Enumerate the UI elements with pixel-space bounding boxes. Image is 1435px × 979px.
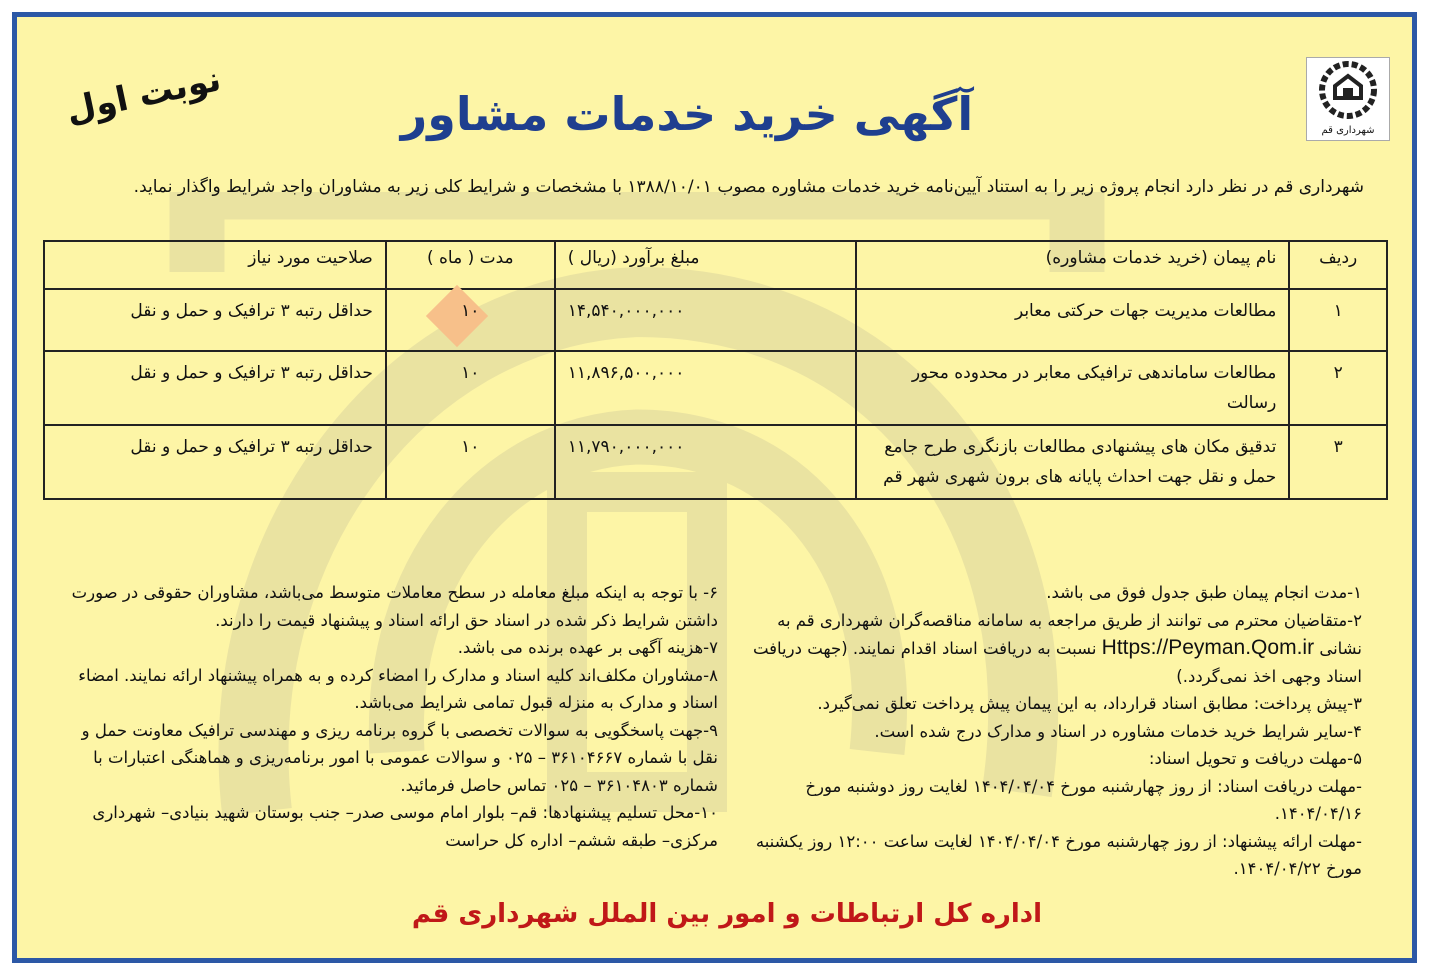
contracts-table [43,240,1388,500]
note-6: ۶- با توجه به اینکه مبلغ معامله در سطح معاملات متوسط می‌باشد، مشاوران حقوقی در صورت داشتن شرایط ذکر شده در اسناد حق ارائه اسناد و پیشنهاد قیمت را دارند. [71,583,718,630]
cell-qualification: حداقل رتبه ۳ ترافیک و حمل و نقل [44,289,386,351]
footer-department: اداره کل ارتباطات و امور بین الملل شهرداری قم [411,899,1043,929]
cell-duration-value: ۱۰ [461,301,480,321]
tender-portal-link[interactable]: Https://Peyman.Qom.ir [1101,636,1315,659]
cell-row-number: ۳ [1289,425,1387,499]
municipality-logo [1306,57,1390,141]
cell-qualification: حداقل رتبه ۳ ترافیک و حمل و نقل [44,351,386,425]
note-4: ۴-سایر شرایط خرید خدمات مشاوره در اسناد و مدارک درج شده است. [874,721,1362,741]
note-5-document-deadline: -مهلت دریافت اسناد: از روز چهارشنبه مورخ ۱۴۰۴/۰۴/۰۴ لغایت روز دوشنبه مورخ ۱۴۰۴/۰۴/۱۶. [805,776,1362,823]
note-1: ۱-مدت انجام پیمان طبق جدول فوق می باشد. [1046,583,1362,602]
cell-contract-name: تدقیق مکان های پیشنهادی مطالعات بازنگری طرح جامع حمل و نقل جهت احداث پایانه های برون شهری شهر قم [856,425,1289,499]
logo-emblem-icon [1307,58,1389,120]
cell-amount: ۱۱,۷۹۰,۰۰۰,۰۰۰ [555,425,856,499]
note-8: ۸-مشاوران مکلف‌اند کلیه اسناد و مدارک را امضاء کرده و به همراه پیشنهاد ارائه نمایند. امضاء اسناد و مدارک به منزله قبول تمامی شرایط می‌باشد. [78,665,718,712]
logo-caption: شهرداری قم [1321,125,1375,136]
header-amount: مبلغ برآورد (ریال ) [555,241,856,289]
note-2-text-b: نسبت به دریافت اسناد اقدام نمایند. (جهت دریافت اسناد وجهی اخذ نمی‌گردد.) [752,639,1362,686]
note-10: ۱۰-محل تسلیم پیشنهادها: قم– بلوار امام موسی صدر– جنب بوستان شهید بنیادی– شهرداری مرکزی– طبقه ششم– اداره کل حراست [92,803,718,850]
cell-contract-name: مطالعات مدیریت جهات حرکتی معابر [856,289,1289,351]
table-row [44,351,1387,425]
cell-row-number: ۲ [1289,351,1387,425]
note-3: ۳-پیش پرداخت: مطابق اسناد قرارداد، به این پیمان پیش پرداخت تعلق نمی‌گیرد. [817,694,1362,713]
note-5-proposal-deadline: -مهلت ارائه پیشنهاد: از روز چهارشنبه مورخ ۱۴۰۴/۰۴/۰۴ لغایت ساعت ۱۲:۰۰ روز یکشنبه مورخ ۱۴۰۴/۰۴/۲۲. [755,831,1362,878]
intro-text: شهرداری قم در نظر دارد انجام پروژه زیر را به استناد آیین‌نامه خرید خدمات مشاوره مصوب ۱۳۸۸/۱۰/۰۱ با مشخصات و شرایط کلی زیر به مشاوران واجد شرایط واگذار نماید. [133,177,1364,197]
cell-duration: ۱۰ [386,351,555,425]
first-publication-badge: نوبت اول [62,59,225,131]
notice-frame [12,12,1417,963]
note-7: ۷-هزینه آگهی بر عهده برنده می باشد. [457,638,718,657]
header-duration: مدت ( ماه ) [386,241,555,289]
cell-duration [386,289,555,351]
table-header-row [44,241,1387,289]
cell-row-number: ۱ [1289,289,1387,351]
table-row [44,289,1387,351]
note-9: ۹-جهت پاسخگویی به سوالات تخصصی با گروه برنامه ریزی و مهندسی ترافیک معاونت حمل و نقل با شماره ۳۶۱۰۴۶۶۷ – ۰۲۵ و سوالات عمومی با امور برنامه‌ریزی و هماهنگی اعتبارات با شماره ۳۶۱۰۴۸۰۳ – ۰۲۵ تماس حاصل فرمائید. [81,720,718,795]
cell-duration: ۱۰ [386,425,555,499]
conditions-left-column [53,579,718,854]
header-contract-name: نام پیمان (خرید خدمات مشاوره) [856,241,1289,289]
header-qualification: صلاحیت مورد نیاز [44,241,386,289]
conditions-right-column [737,579,1362,883]
header-row-number: ردیف [1289,241,1387,289]
cell-amount: ۱۴,۵۴۰,۰۰۰,۰۰۰ [555,289,856,351]
note-2-text-a: ۲-متقاضیان محترم می توانند از طریق مراجعه به سامانه مناقصه‌گران شهرداری قم به نشانی [777,610,1362,658]
cell-amount: ۱۱,۸۹۶,۵۰۰,۰۰۰ [555,351,856,425]
cell-contract-name: مطالعات ساماندهی ترافیکی معابر در محدوده محور رسالت [856,351,1289,425]
table-row [44,425,1387,499]
cell-qualification: حداقل رتبه ۳ ترافیک و حمل و نقل [44,425,386,499]
note-5: ۵-مهلت دریافت و تحویل اسناد: [1148,749,1362,768]
page-title: آگهی خرید خدمات مشاور [400,87,974,141]
note-2 [737,607,1362,691]
